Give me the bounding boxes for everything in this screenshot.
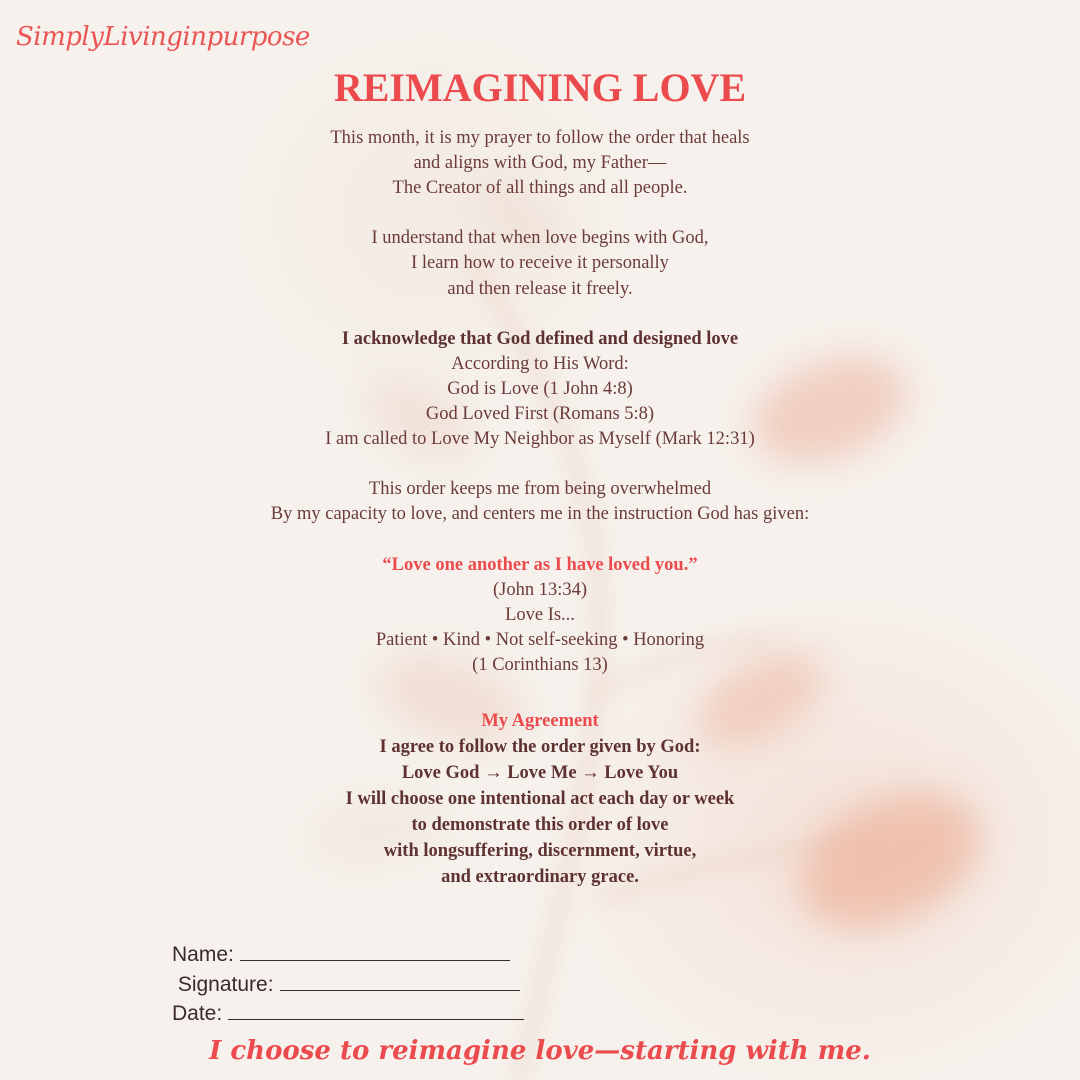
date-field[interactable] bbox=[228, 1002, 524, 1020]
body-line: and aligns with God, my Father— bbox=[413, 153, 667, 174]
body-line: According to His Word: bbox=[451, 353, 629, 374]
signature-field[interactable] bbox=[280, 973, 520, 991]
name-label: Name: bbox=[172, 943, 234, 966]
body-line: By my capacity to love, and centers me in the instruction God has given: bbox=[270, 504, 810, 525]
prayer-body-text bbox=[0, 126, 1080, 678]
name-row bbox=[172, 940, 524, 970]
body-line: This month, it is my prayer to follow the order that heals bbox=[330, 128, 750, 148]
signature-row bbox=[172, 970, 524, 1000]
spacer-line bbox=[0, 302, 1080, 327]
body-line: The Creator of all things and all people. bbox=[392, 178, 688, 199]
agreement-line: I agree to follow the order given by God: bbox=[379, 737, 701, 757]
agreement-line: to demonstrate this order of love bbox=[411, 815, 669, 835]
closing-statement: I choose to reimagine love—starting with me. bbox=[209, 1036, 871, 1066]
agreement-line: with longsuffering, discernment, virtue, bbox=[383, 841, 697, 861]
spacer-line bbox=[0, 528, 1080, 553]
body-line: God is Love (1 John 4:8) bbox=[447, 378, 633, 399]
signature-label: Signature: bbox=[172, 972, 274, 996]
date-label: Date: bbox=[172, 1002, 223, 1025]
name-field[interactable] bbox=[240, 943, 510, 961]
spacer-line bbox=[0, 452, 1080, 477]
body-line: Love Is... bbox=[505, 604, 575, 625]
body-line: and then release it freely. bbox=[447, 278, 633, 299]
body-line: This order keeps me from being overwhelmed bbox=[368, 479, 712, 500]
agreement-line: Love God → Love Me → Love You bbox=[401, 763, 679, 783]
body-line: I acknowledge that God defined and designed love bbox=[341, 328, 739, 349]
signature-form bbox=[172, 940, 524, 1029]
body-line: I understand that when love begins with God, bbox=[371, 228, 709, 249]
spacer-line bbox=[0, 201, 1080, 226]
agreement-heading: My Agreement bbox=[481, 711, 599, 731]
page-title: REIMAGINING LOVE bbox=[333, 65, 747, 110]
agreement-line: I will choose one intentional act each day or week bbox=[345, 789, 735, 809]
brand-logo-text: SimplyLivinginpurpose bbox=[16, 22, 310, 52]
body-line: (1 Corinthians 13) bbox=[472, 654, 608, 675]
agreement-line: and extraordinary grace. bbox=[441, 867, 639, 887]
body-line: Patient • Kind • Not self-seeking • Honoring bbox=[375, 629, 705, 650]
body-line: I am called to Love My Neighbor as Myself (Mark 12:31) bbox=[325, 429, 755, 450]
body-line: (John 13:34) bbox=[492, 579, 588, 600]
body-line: God Loved First (Romans 5:8) bbox=[425, 404, 655, 425]
agreement-section bbox=[0, 708, 1080, 890]
date-row bbox=[172, 999, 524, 1029]
body-line: “Love one another as I have loved you.” bbox=[382, 554, 698, 575]
body-line: I learn how to receive it personally bbox=[411, 253, 669, 274]
